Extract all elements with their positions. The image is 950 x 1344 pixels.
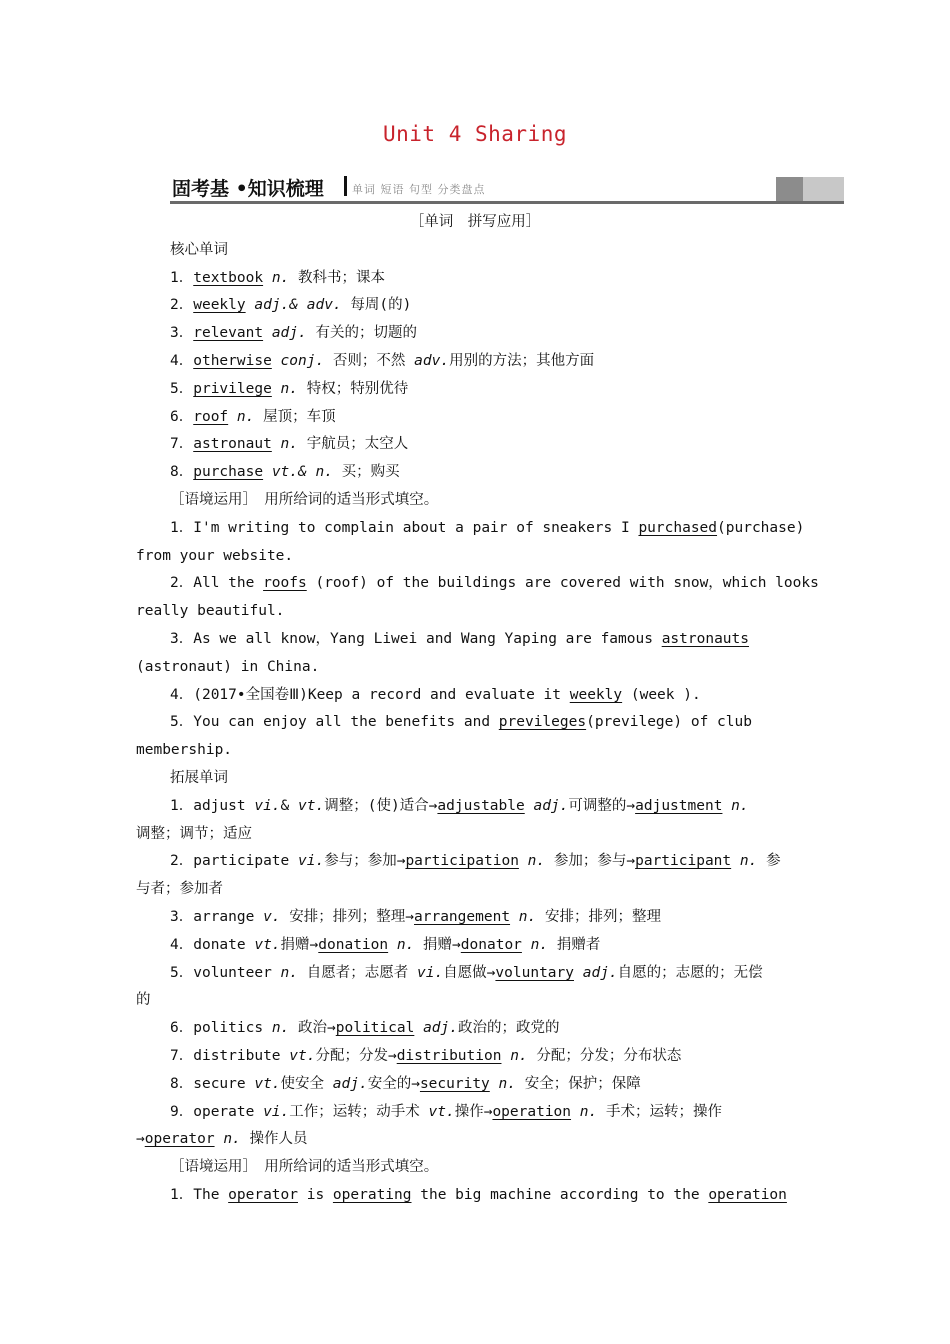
part-of-speech: conj.: [280, 353, 325, 369]
sentence-text: As we all know，Yang Liwei and Wang Yaping are famous: [193, 631, 662, 647]
text-fragment: adj.: [582, 964, 618, 981]
text-fragment: is: [298, 1187, 333, 1203]
text-fragment: v.: [263, 909, 281, 925]
extension-word-item: [170, 907, 661, 927]
sentence-text: from your website.: [136, 547, 294, 564]
section-banner: [170, 174, 844, 204]
sentence-text: I'm writing to complain about a pair of sneakers I: [193, 519, 639, 536]
item-number: 7．: [170, 436, 194, 453]
extension-word-item: [170, 1102, 722, 1122]
core-word-item: [170, 323, 417, 343]
word-meaning: 特权；特别优待: [298, 380, 409, 397]
text-fragment: 调整；(使)适合→: [324, 797, 438, 814]
text-fragment: 捐赠者: [548, 936, 601, 953]
vocab-word: purchase: [193, 464, 264, 481]
text-fragment: operate: [193, 1103, 264, 1120]
answer-word: adjustment: [635, 797, 723, 814]
exercise-item: [170, 712, 752, 732]
text-fragment: [574, 965, 583, 981]
item-number: 2．: [170, 853, 194, 870]
sentence-text: (week ).: [622, 686, 701, 703]
text-fragment: n.: [498, 1075, 516, 1092]
answer-word: operator: [228, 1187, 298, 1203]
text-fragment: n.: [530, 936, 549, 953]
banner-decoration-light: [803, 177, 844, 201]
sentence-text: (purchase): [717, 519, 805, 536]
item-number: 2．: [170, 575, 194, 592]
core-word-item: [170, 434, 408, 454]
text-fragment: 捐赠→: [280, 936, 319, 953]
text-fragment: [405, 353, 414, 369]
text-fragment: 安排；排列；整理: [536, 909, 661, 925]
item-number: 5．: [170, 964, 194, 981]
text-fragment: [731, 853, 740, 869]
vocab-word: textbook: [193, 269, 264, 286]
text-fragment: n.: [510, 1048, 528, 1064]
banner-rule: [170, 201, 844, 204]
answer-word: arrangement: [414, 909, 511, 925]
text-fragment: 自愿的；志愿的；无偿: [617, 964, 763, 981]
text-fragment: [388, 937, 397, 953]
exercise-item-continued: [136, 601, 284, 621]
item-number: 4．: [170, 936, 194, 953]
core-word-item: [170, 379, 408, 399]
extension-word-item-continued: [136, 824, 252, 844]
text-fragment: 操作→: [454, 1103, 493, 1120]
text-fragment: vi.: [416, 964, 444, 981]
extension-word-item: [170, 963, 763, 983]
item-number: 1．: [170, 797, 194, 814]
exercise-item-continued: [136, 657, 319, 677]
vocab-word: roof: [193, 408, 229, 425]
item-number: 8．: [170, 464, 194, 481]
text-fragment: 安全的→: [367, 1075, 420, 1092]
text-fragment: [228, 409, 237, 425]
text-fragment: n.: [396, 936, 415, 953]
item-number: 9．: [170, 1103, 194, 1120]
item-number: 8．: [170, 1075, 194, 1092]
word-meaning: 买；购买: [332, 464, 400, 481]
vocab-word: astronaut: [193, 436, 272, 453]
exercise-item: [170, 1185, 787, 1205]
vocab-word: privilege: [193, 380, 272, 397]
text-fragment: 参: [757, 853, 781, 870]
sentence-text: (2017•全国卷Ⅲ)Keep a record and evaluate it: [193, 686, 570, 703]
answer-word: operation: [492, 1103, 572, 1120]
text-fragment: n.: [518, 909, 537, 925]
word-meaning: 调整；调节；适应: [136, 825, 252, 842]
text-fragment: →: [136, 1131, 145, 1148]
answer-word: operation: [708, 1187, 787, 1203]
heading-text: 核心单词: [170, 241, 228, 258]
answer-word: political: [335, 1020, 415, 1037]
text-fragment: participate: [193, 853, 298, 870]
extension-word-item: [170, 1074, 641, 1094]
item-number: 7．: [170, 1048, 194, 1064]
part-of-speech: adv.: [414, 353, 450, 369]
text-fragment: [263, 270, 272, 286]
item-number: 3．: [170, 909, 194, 925]
text-fragment: 政治的；政党的: [457, 1020, 560, 1037]
extension-word-item: [170, 851, 781, 871]
text-fragment: [215, 1131, 224, 1147]
sentence-text: really beautiful.: [136, 603, 285, 620]
text-fragment: 工作；运转；动手术: [289, 1103, 429, 1120]
banner-subtitle: 单词 短语 句型 分类盘点: [352, 183, 486, 196]
text-fragment: n.: [527, 853, 546, 870]
item-number: 4．: [170, 686, 194, 703]
core-word-item: [170, 462, 400, 482]
item-number: 1．: [170, 269, 194, 286]
text-fragment: [414, 1020, 423, 1036]
text-fragment: [272, 353, 281, 369]
core-word-item: [170, 407, 336, 427]
answer-word: distribution: [396, 1048, 502, 1064]
answer-word: roofs: [263, 575, 307, 592]
extension-word-item: [170, 935, 600, 955]
answer-word: weekly: [569, 686, 623, 703]
text-fragment: [501, 1048, 510, 1064]
text-fragment: 分配；分发→: [315, 1048, 397, 1064]
extension-word-item: [170, 1018, 559, 1038]
text-fragment: [722, 798, 731, 814]
text-fragment: donate: [193, 936, 255, 953]
text-fragment: vi.: [254, 797, 281, 814]
text-fragment: vt.: [428, 1103, 455, 1120]
text-fragment: 安全；保护；保障: [515, 1075, 641, 1092]
text-fragment: adj.: [332, 1075, 368, 1092]
answer-word: astronauts: [661, 631, 749, 647]
text-fragment: the big machine according to the: [411, 1187, 709, 1203]
answer-word: donation: [318, 936, 389, 953]
extension-word-item-continued: [136, 1129, 308, 1149]
item-number: 6．: [170, 1020, 194, 1037]
text-fragment: 操作人员: [240, 1131, 308, 1148]
text-fragment: vi.: [263, 1103, 290, 1120]
item-number: 5．: [170, 714, 194, 731]
text-fragment: [519, 853, 528, 869]
text-fragment: [490, 1076, 499, 1092]
part-of-speech: n.: [271, 269, 290, 286]
banner-divider: [344, 176, 347, 196]
text-fragment: 安排；排列；整理→: [280, 909, 415, 925]
text-fragment: vi.: [298, 853, 325, 870]
answer-word: previleges: [498, 714, 587, 731]
text-fragment: 1．The: [170, 1187, 229, 1203]
part-of-speech: n.: [280, 436, 299, 453]
text-fragment: adj.: [423, 1020, 458, 1037]
text-fragment: vt.: [254, 936, 281, 953]
text-fragment: volunteer: [193, 964, 281, 981]
part-of-speech: adj.& adv.: [254, 297, 342, 314]
sentence-text: You can enjoy all the benefits and: [193, 714, 499, 731]
vocab-word: otherwise: [193, 353, 272, 369]
banner-decoration-dark: [776, 177, 803, 201]
exercise-item-continued: [136, 546, 293, 566]
text-fragment: [510, 909, 519, 925]
extension-word-item: [170, 1046, 681, 1066]
text-fragment: [522, 937, 531, 953]
usage-heading: [170, 1157, 438, 1177]
core-word-item: [170, 268, 385, 288]
exercise-item: [170, 629, 749, 649]
text-fragment: distribute: [193, 1048, 290, 1064]
word-meaning: 教科书；课本: [289, 269, 386, 286]
page-title: Unit 4 Sharing: [382, 122, 567, 146]
text-fragment: n.: [280, 964, 299, 981]
core-word-item: [170, 351, 594, 371]
text-fragment: [571, 1104, 580, 1120]
answer-word: voluntary: [495, 964, 574, 981]
text-fragment: vt.: [254, 1075, 281, 1092]
text-fragment: [263, 325, 272, 341]
vocab-word: weekly: [193, 297, 246, 314]
text-fragment: [263, 464, 272, 480]
answer-word: operating: [332, 1187, 412, 1203]
text-fragment: 使安全: [280, 1075, 333, 1092]
answer-word: participation: [405, 853, 519, 870]
item-number: 1．: [170, 519, 194, 536]
answer-word: operator: [144, 1131, 215, 1148]
exercise-item: [170, 518, 804, 538]
exercise-item-continued: [136, 740, 232, 760]
word-meaning: 每周(的): [341, 297, 412, 314]
text-fragment: n.: [271, 1020, 290, 1037]
text-fragment: 可调整的→: [568, 797, 636, 814]
text-fragment: [272, 436, 281, 452]
word-meaning: 与者；参加者: [136, 881, 223, 898]
text-fragment: 参与；参加→: [324, 853, 406, 870]
vocab-word: relevant: [193, 325, 264, 342]
text-fragment: n.: [739, 853, 758, 870]
item-number: 5．: [170, 380, 194, 397]
text-fragment: n.: [579, 1103, 598, 1120]
text-fragment: arrange: [193, 909, 264, 925]
section-header: [0, 212, 950, 232]
answer-word: adjustable: [437, 797, 525, 814]
sentence-text: (previlege) of club: [586, 714, 752, 731]
item-number: 3．: [170, 325, 194, 342]
item-number: 4．: [170, 353, 194, 369]
answer-word: purchased: [638, 519, 718, 536]
section-header-text: ［单词 拼写应用］: [409, 214, 541, 230]
sentence-text: (roof) of the buildings are covered with snow，which looks: [306, 575, 819, 592]
part-of-speech: n.: [236, 408, 255, 425]
usage-heading: [170, 490, 438, 510]
core-words-heading: [170, 240, 228, 260]
text-fragment: adj.: [533, 797, 569, 814]
item-number: 3．: [170, 631, 194, 647]
extension-word-item-continued: [136, 990, 151, 1010]
text-fragment: &: [280, 797, 299, 814]
text-fragment: 分配；分发；分布状态: [527, 1048, 682, 1064]
item-number: 6．: [170, 408, 194, 425]
extension-words-heading: [170, 768, 228, 788]
item-number: 2．: [170, 297, 194, 314]
text-fragment: 自愿做→: [443, 964, 496, 981]
heading-text: ［语境运用］ 用所给词的适当形式填空。: [170, 492, 439, 508]
word-meaning: 否则；不然: [324, 353, 406, 369]
sentence-text: (astronaut) in China.: [136, 658, 320, 675]
part-of-speech: n.: [280, 380, 299, 397]
exercise-item: [170, 573, 819, 593]
part-of-speech: vt.& n.: [271, 464, 333, 481]
answer-word: donator: [460, 936, 522, 953]
word-meaning: 用别的方法；其他方面: [449, 353, 595, 369]
text-fragment: n.: [223, 1131, 241, 1148]
extension-word-item: [170, 796, 749, 816]
answer-word: security: [419, 1075, 490, 1092]
word-meaning: 的: [136, 992, 151, 1009]
banner-title: 固考基 •知识梳理: [172, 178, 324, 200]
text-fragment: 参加；参与→: [545, 853, 636, 870]
answer-word: participant: [635, 853, 732, 870]
part-of-speech: adj.: [271, 325, 307, 342]
text-fragment: 手术；运转；操作: [597, 1103, 722, 1120]
heading-text: ［语境运用］ 用所给词的适当形式填空。: [170, 1159, 439, 1176]
text-fragment: 政治→: [289, 1020, 336, 1037]
core-word-item: [170, 295, 411, 315]
sentence-text: membership.: [136, 742, 233, 759]
text-fragment: n.: [731, 797, 749, 814]
text-fragment: [272, 381, 281, 397]
text-fragment: 捐赠→: [414, 936, 461, 953]
sentence-text: All the: [193, 575, 264, 592]
exercise-item: [170, 685, 701, 705]
heading-text: 拓展单词: [170, 770, 228, 786]
text-fragment: vt.: [289, 1048, 316, 1064]
word-meaning: 屋顶；车顶: [254, 408, 336, 425]
text-fragment: politics: [193, 1020, 272, 1037]
text-fragment: 自愿者；志愿者: [298, 964, 417, 981]
word-meaning: 有关的；切题的: [306, 325, 417, 342]
text-fragment: secure: [193, 1075, 255, 1092]
text-fragment: vt.: [298, 797, 325, 814]
extension-word-item-continued: [136, 879, 223, 899]
text-fragment: adjust: [193, 797, 255, 814]
word-meaning: 宇航员；太空人: [298, 436, 409, 453]
